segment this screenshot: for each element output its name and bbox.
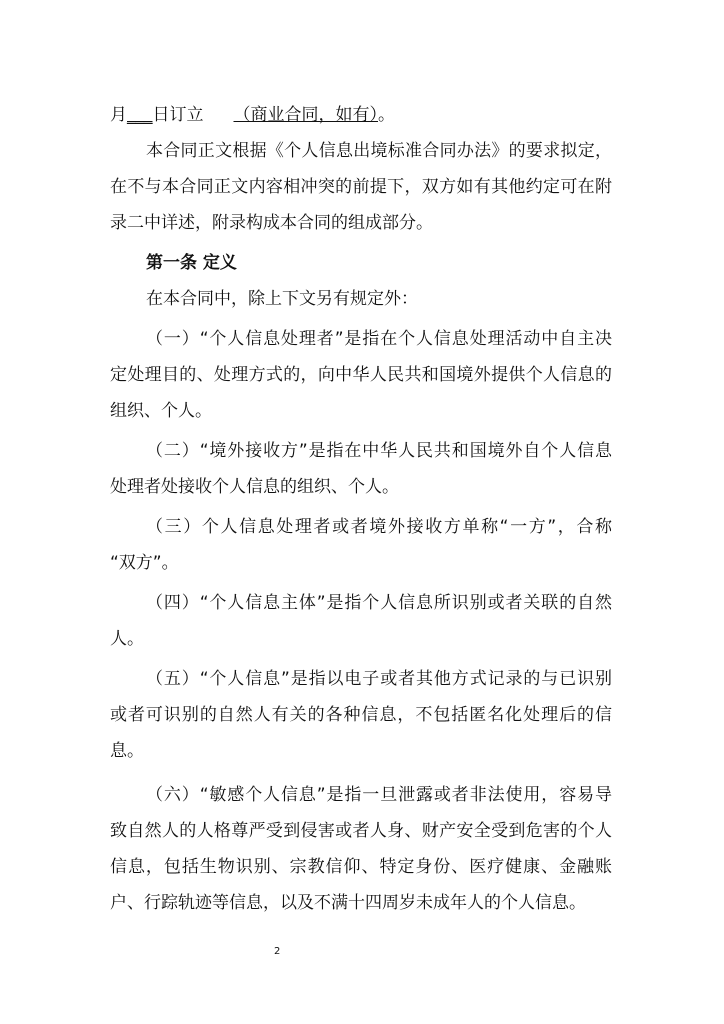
text-line: 户、行踪轨迹等信息，以及不满十四周岁未成年人的个人信息。 bbox=[110, 893, 586, 913]
text-line: 在本合同中，除上下文另有规定外： bbox=[146, 289, 418, 309]
text-line: “双方”。 bbox=[110, 553, 179, 573]
text-line: （六）“敏感个人信息”是指一旦泄露或者非法使用，容易导 bbox=[146, 785, 612, 805]
article-heading bbox=[110, 245, 612, 281]
definition-2 bbox=[110, 433, 612, 505]
contract-note: （商业合同，如有） bbox=[233, 105, 378, 125]
text-line: 致自然人的人格尊严受到侵害或者人身、财产安全受到危害的个人 bbox=[110, 821, 612, 841]
first-line bbox=[110, 97, 612, 133]
text-line: 人。 bbox=[110, 629, 144, 649]
period: 。 bbox=[378, 105, 395, 125]
text-line: 处理者处接收个人信息的组织、个人。 bbox=[110, 477, 399, 497]
text-line: 录二中详述，附录构成本合同的组成部分。 bbox=[110, 213, 433, 233]
text-line: （四）“个人信息主体”是指个人信息所识别或者关联的自然 bbox=[146, 593, 612, 613]
intro-paragraph bbox=[110, 133, 612, 241]
page-number: 2 bbox=[274, 946, 281, 957]
text-line: 定处理目的、处理方式的，向中华人民共和国境外提供个人信息的 bbox=[110, 365, 612, 385]
month-text: 月 bbox=[110, 105, 127, 125]
text-line: （一）“个人信息处理者”是指在个人信息处理活动中自主决 bbox=[146, 329, 612, 349]
text-line: 本合同正文根据《个人信息出境标准合同办法》的要求拟定， bbox=[146, 141, 612, 161]
definition-5 bbox=[110, 661, 612, 769]
text-line: （二）“境外接收方”是指在中华人民共和国境外自个人信息 bbox=[146, 441, 612, 461]
signed-text: 日订立 bbox=[152, 105, 204, 125]
text-line: 或者可识别的自然人有关的各种信息，不包括匿名化处理后的信 bbox=[110, 705, 612, 725]
text-line: 信息，包括生物识别、宗教信仰、特定身份、医疗健康、金融账 bbox=[110, 857, 612, 877]
text-line: （三）个人信息处理者或者境外接收方单称“一方”，合称 bbox=[146, 517, 612, 537]
text-line: 组织、个人。 bbox=[110, 401, 212, 421]
definition-3 bbox=[110, 509, 612, 581]
text-line: 第一条 定义 bbox=[146, 253, 237, 273]
definition-1 bbox=[110, 321, 612, 429]
definition-6 bbox=[110, 777, 612, 921]
definitions-intro bbox=[110, 281, 612, 317]
day-blank: ___ bbox=[127, 105, 153, 125]
definition-4 bbox=[110, 585, 612, 657]
text-line: 在不与本合同正文内容相冲突的前提下，双方如有其他约定可在附 bbox=[110, 177, 612, 197]
text-line: （五）“个人信息”是指以电子或者其他方式记录的与已识别 bbox=[146, 669, 612, 689]
text-line: 息。 bbox=[110, 741, 144, 761]
